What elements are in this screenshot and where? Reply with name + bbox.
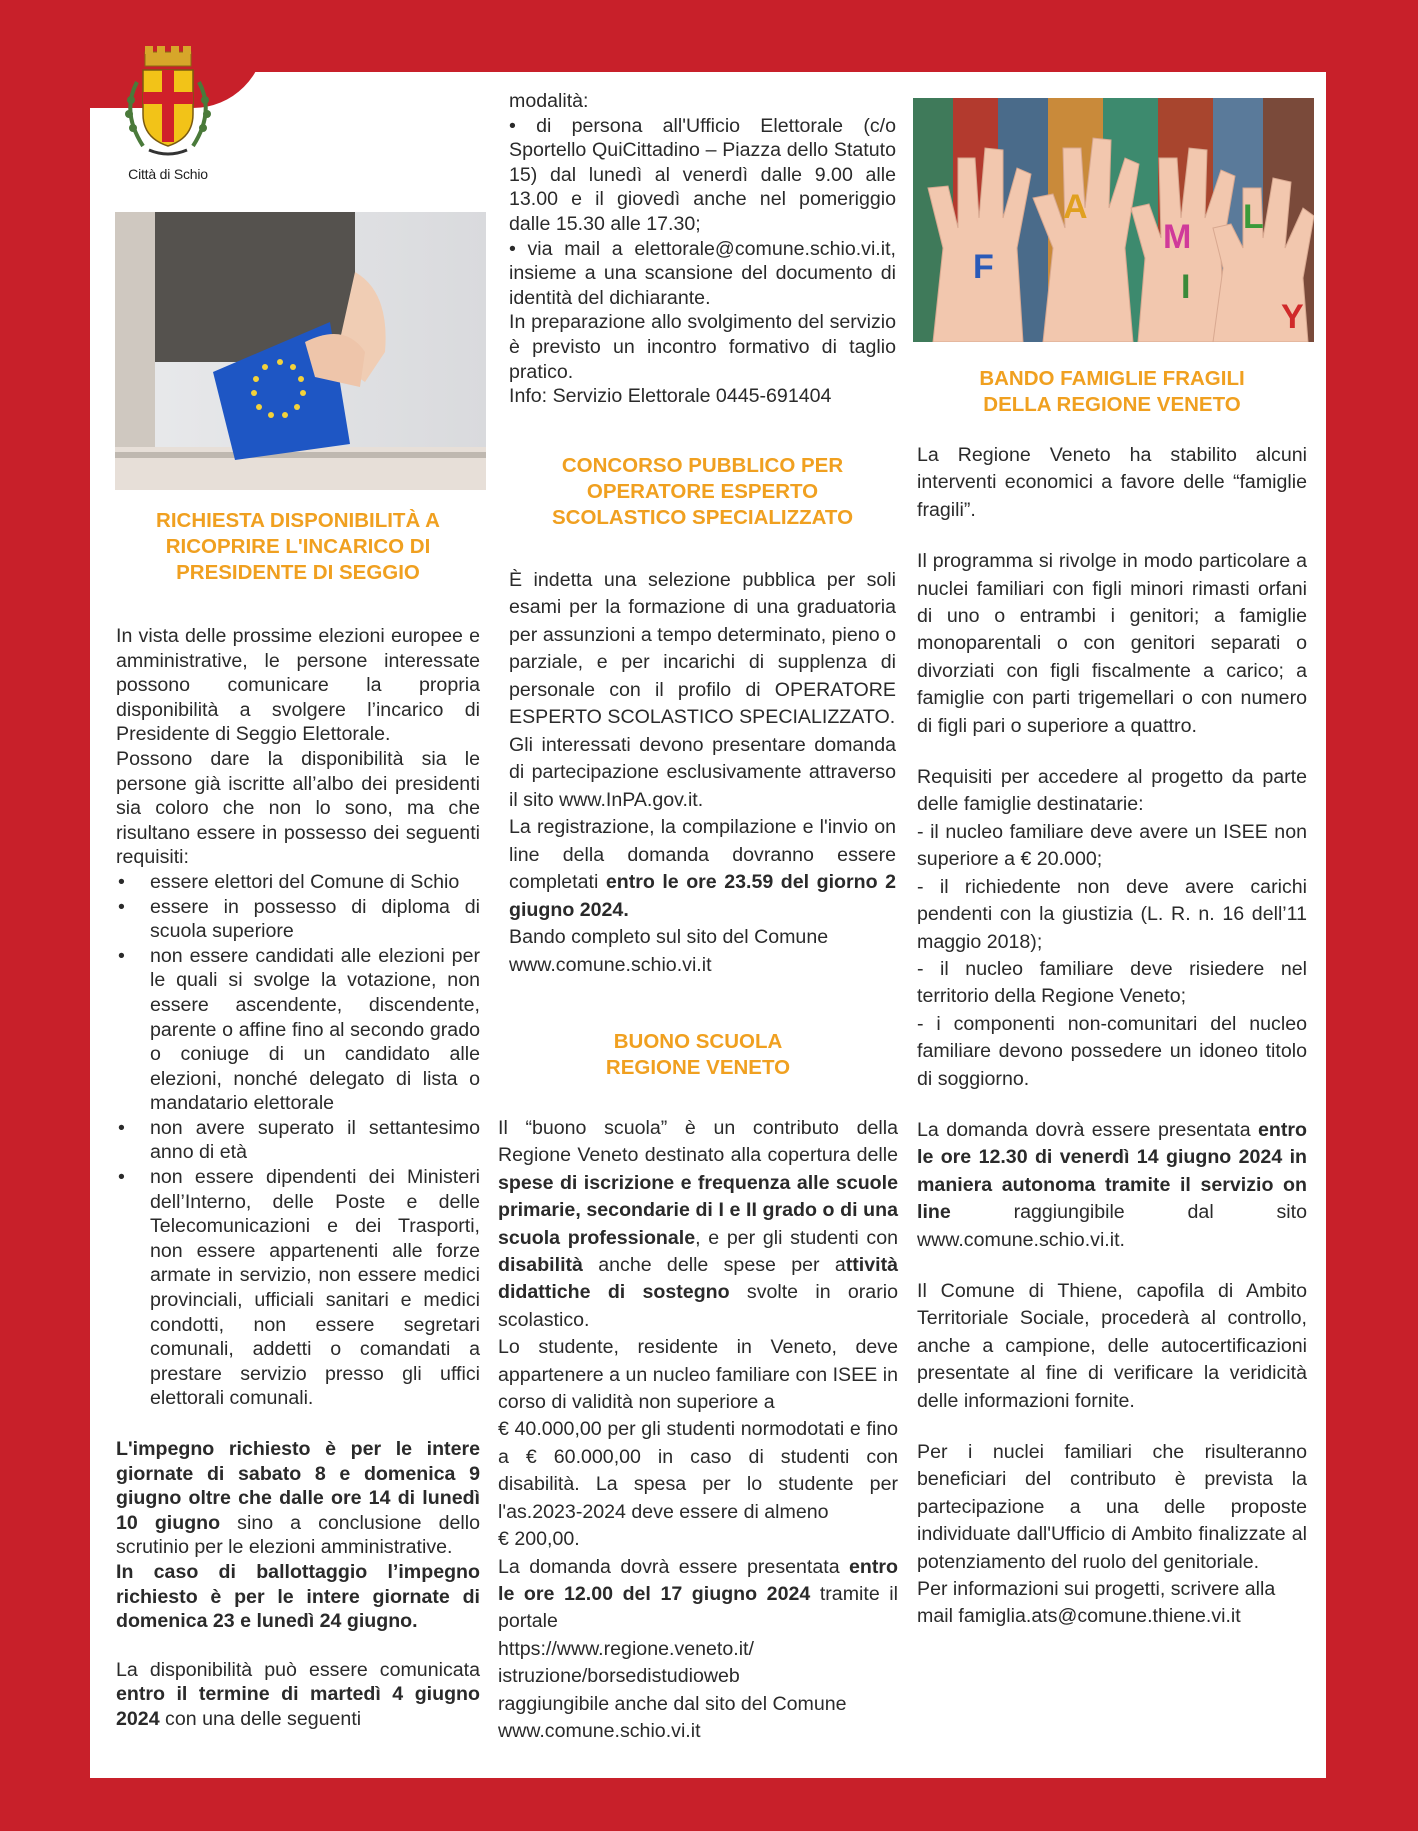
title-line: RICHIESTA DISPONIBILITÀ A (156, 509, 440, 532)
buono-text: , e per gli studenti con (695, 1226, 899, 1249)
buono-paragraph-3: € 40.000,00 per gli studenti normodotati e fino a € 60.000,00 in caso di studenti con disabilità. La spesa per lo studente per l'as.2023-2024 deve essere di almeno (498, 1418, 898, 1523)
disp-text: La disponibilità può essere comunicata (116, 1658, 480, 1681)
title-line: OPERATORE ESPERTO (586, 479, 819, 503)
requirement-item: • non essere dipendenti dei Ministeri dell’Interno, delle Poste e delle Telecomunicazioni e dei Trasporti, non essere appartenenti alle forze armate in servizio, non essere medici provinciali, ufficiali sanitari e medici condotti, non essere segretari comunali, addetti o comandati a prestare servizio presso gli uffici elettorali comunali. (116, 1165, 480, 1411)
requirement-item: • essere in possesso di diploma di scuola superiore (116, 895, 480, 944)
ballot-box-illustration (115, 212, 486, 490)
modalita-label: modalità: (509, 90, 589, 112)
section-title-famiglie-fragili (917, 366, 1307, 418)
coat-of-arms-icon (113, 42, 223, 164)
buono-paragraph-6: raggiungibile anche dal sito del Comune www.comune.schio.vi.it (498, 1692, 847, 1742)
intro-paragraph: In vista delle prossime elezioni europee e amministrative, le persone interessate possono comunicare la propria disponibilità a svolgere l’incarico di Presidente di Seggio Elettorale. (116, 625, 480, 746)
family-letter-f: F (973, 248, 994, 286)
famiglie-text: La domanda dovrà essere presentata (917, 1118, 1259, 1141)
famiglie-paragraph-7: Per informazioni sui progetti, scrivere alla mail famiglia.ats@comune.thiene.vi.it (917, 1578, 1276, 1628)
family-letter-y: Y (1281, 298, 1304, 336)
famiglie-requisito: - il richiedente non deve avere carichi pendenti con la giustizia (L. R. n. 16 dell’11 maggio 2018); (917, 875, 1307, 953)
family-hands-illustration (913, 98, 1314, 342)
buono-url-line-2: istruzione/borsedistudioweb (498, 1665, 740, 1688)
concorso-paragraph-1: È indetta una selezione pubblica per soli esami per la formazione di una graduatoria per assunzioni a tempo determinato, pieno o parziale, e per incarichi di supplenza di personale con il profilo di OPERATORE ESPERTO SCOLASTICO SPECIALIZZATO. (509, 568, 896, 729)
impegno-bold: L'impegno richiesto è per le intere giornate di sabato 8 e domenica 9 giugno oltre che dalle ore 14 di lunedì 10 giugno (116, 1438, 480, 1534)
buono-url-line-1: https://www.regione.veneto.it/ (498, 1637, 754, 1660)
family-letter-l: L (1243, 198, 1264, 236)
title-line: REGIONE VENETO (605, 1056, 791, 1079)
famiglie-requisito: - il nucleo familiare deve avere un ISEE non superiore a € 20.000; (917, 820, 1307, 871)
family-letter-a: A (1063, 188, 1088, 226)
title-line: BANDO FAMIGLIE FRAGILI (979, 367, 1245, 390)
modalita-persona: • di persona all'Ufficio Elettorale (c/o Sportello QuiCittadino – Piazza dello Statuto 15) dal lunedì al venerdì dalle 9.00 alle 13.00 e il giovedì anche nel pomeriggio dalle 15.30 alle 17.30; (509, 114, 896, 235)
modalita-mail: • via mail a elettorale@comune.schio.vi.it, insieme a una scansione del documento di identità del dichiarante. (509, 237, 896, 309)
preparazione-paragraph: In preparazione allo svolgimento del servizio è previsto un incontro formativo di taglio pratico. (509, 311, 896, 383)
title-line: CONCORSO PUBBLICO PER (561, 453, 844, 477)
famiglie-requisito: - i componenti non-comunitari del nucleo familiare devono possedere un idoneo titolo di soggiorno. (917, 1012, 1307, 1090)
title-line: SCOLASTICO SPECIALIZZATO (551, 505, 854, 529)
column-presidente-seggio (116, 508, 480, 1732)
buono-paragraph-5 (498, 1554, 898, 1636)
buono-bold: ttività didattiche di sostegno (498, 1254, 898, 1304)
info-line: Info: Servizio Elettorale 0445-691404 (509, 385, 832, 408)
buono-paragraph-4: € 200,00. (498, 1528, 580, 1551)
requirement-item: • non avere superato il settantesimo anno di età (116, 1116, 480, 1165)
requirement-item: • non essere candidati alle elezioni per le quali si svolge la votazione, non essere ascendente, discendente, parente o affine fino al secondo grado o coniuge di un candidato alle elezioni, nonché delegato di lista o mandatario elettorale (116, 944, 480, 1116)
impegno-rest: sino a conclusione dello scrutinio per le elezioni amministrative. (116, 1511, 480, 1559)
impegno-paragraph (116, 1437, 480, 1560)
famiglie-paragraph-1: La Regione Veneto ha stabilito alcuni interventi economici a favore delle “famiglie fragili”. (917, 444, 1307, 521)
logo-caption: Città di Schio (128, 166, 208, 182)
famiglie-requisiti-intro: Requisiti per accedere al progetto da parte delle famiglie destinatarie: (917, 766, 1307, 816)
famiglie-paragraph-4 (917, 1117, 1307, 1254)
famiglie-deadline: entro le ore 12.30 di venerdì 14 giugno 2024 in maniera autonoma tramite il servizio on line (917, 1118, 1307, 1224)
buono-text: La domanda dovrà essere presentata (498, 1555, 850, 1578)
concorso-paragraph-2: Gli interessati devono presentare domanda di partecipazione esclusivamente attraverso il sito www.InPA.gov.it. (509, 733, 896, 811)
famiglie-paragraph-5: Il Comune di Thiene, capofila di Ambito Territoriale Sociale, procederà al controllo, anche a campione, delle autocertificazioni presentate al fine di verificare la veridicità delle informazioni fornite. (917, 1279, 1307, 1412)
ballottaggio-bold: In caso di ballottaggio l’impegno richiesto è per le intere giornate di domenica 23 e lunedì 24 giugno. (116, 1560, 480, 1633)
disp-deadline: entro il termine di martedì 4 giugno 2024 (116, 1683, 480, 1730)
buono-paragraph-1 (498, 1115, 898, 1334)
requirement-item: • essere elettori del Comune di Schio (116, 870, 480, 895)
famiglie-requisito: - il nucleo familiare deve risiedere nel territorio della Regione Veneto; (917, 957, 1307, 1008)
famiglie-text: raggiungibile dal sito www.comune.schio.vi.it. (917, 1201, 1307, 1251)
family-letter-m: M (1163, 218, 1192, 256)
column-middle (509, 89, 896, 979)
section-title-concorso (509, 453, 896, 531)
section-title-buono-scuola (498, 1029, 898, 1081)
buono-text: Il “buono scuola” è un contributo della Regione Veneto destinato alla copertura delle (498, 1117, 898, 1167)
ballot-photo (115, 212, 486, 490)
city-logo (108, 42, 228, 192)
title-line: PRESIDENTE DI SEGGIO (176, 561, 420, 584)
family-letter-i: I (1181, 268, 1191, 306)
requirements-list (116, 870, 480, 1411)
requirements-intro: Possono dare la disponibilità sia le persone già iscritte all’albo dei presidenti sia coloro che non lo sono, ma che risultano essere in possesso dei seguenti requisiti: (116, 747, 480, 869)
buono-text: anche delle spese per a (582, 1254, 846, 1277)
section-title-presidente-seggio (116, 508, 480, 586)
famiglie-paragraph-6: Per i nuclei familiari che risulteranno beneficiari del contributo è prevista la partecipazione a una delle proposte individuate dall'Ufficio di Ambito finalizzate al potenziamento del ruolo del genitoriale. (917, 1441, 1307, 1573)
title-line: DELLA REGIONE VENETO (983, 393, 1241, 416)
ballottaggio-paragraph (116, 1560, 480, 1634)
famiglie-paragraph-2: Il programma si rivolge in modo particolare a nuclei familiari con figli minori rimasti orfani di uno o entrambi i genitori; a famiglie monoparentali o con genitori separati o divorziati con figli fiscalmente a carico; a famiglie con parti trigemellari o con numero di figli pari o superiore a quattro. (917, 550, 1307, 737)
concorso-deadline: entro le ore 23.59 del giorno 2 giugno 2024. (509, 871, 896, 921)
buono-text: tramite il portale (498, 1582, 898, 1633)
concorso-text: La registrazione, la compilazione e l'invio on line della domanda dovranno essere completati (509, 816, 896, 894)
column-buono-scuola (498, 1029, 898, 1745)
title-line: BUONO SCUOLA (613, 1030, 783, 1053)
buono-bold: disabilità (498, 1254, 583, 1277)
buono-paragraph-2: Lo studente, residente in Veneto, deve appartenere a un nucleo familiare con ISEE in corso di validità non superiore a (498, 1336, 898, 1414)
title-line: RICOPRIRE L'INCARICO DI (165, 535, 431, 558)
disp-text: con una delle seguenti (159, 1707, 362, 1730)
buono-deadline: entro le ore 12.00 del 17 giugno 2024 (498, 1555, 898, 1605)
buono-bold: spese di iscrizione e frequenza alle scuole primarie, secondarie di I e II grado o di una scuola professionale (498, 1171, 898, 1249)
buono-text: svolte in orario scolastico. (498, 1281, 898, 1331)
concorso-paragraph-3 (509, 814, 896, 924)
family-photo (913, 98, 1314, 342)
disponibilita-paragraph (116, 1658, 480, 1732)
column-famiglie-fragili (917, 366, 1307, 1631)
concorso-paragraph-4: Bando completo sul sito del Comune www.comune.schio.vi.it (509, 926, 829, 976)
